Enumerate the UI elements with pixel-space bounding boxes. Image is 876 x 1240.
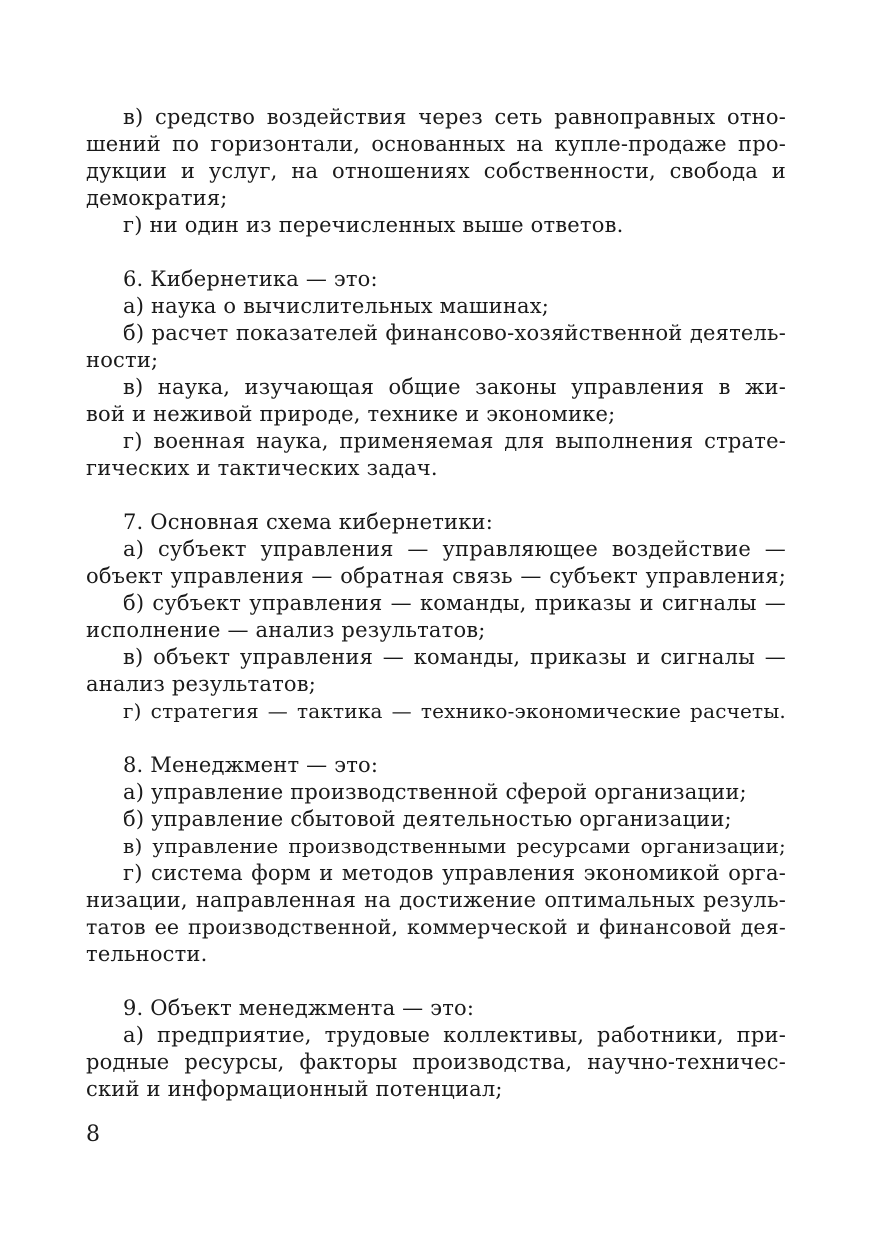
- page-number: 8: [86, 1122, 100, 1147]
- option-b-line-1: б) управление сбытовой деятельностью организации;: [123, 807, 732, 831]
- option-g-line-1: г) военная наука, применяемая для выполнения страте-: [123, 429, 786, 453]
- page-body: [86, 104, 786, 1103]
- question-title: 7. Основная схема кибернетики:: [123, 510, 494, 534]
- option-g-line-1: г) система форм и методов управления экономикой орга-: [123, 861, 786, 885]
- question-5-continuation: [86, 104, 786, 239]
- option-g-line-4: тельности.: [86, 942, 208, 966]
- block-gap: [86, 725, 786, 752]
- option-v-line-4: демократия;: [86, 186, 228, 210]
- option-b-line-2: исполнение — анализ результатов;: [86, 618, 486, 642]
- question-6: [86, 266, 786, 482]
- option-b-line-1: б) расчет показателей финансово-хозяйственной деятель-: [123, 321, 786, 345]
- question-title: 9. Объект менеджмента — это:: [123, 996, 475, 1020]
- question-7: [86, 509, 786, 725]
- question-title: 6. Кибернетика — это:: [123, 267, 378, 291]
- option-v-line-3: дукции и услуг, на отношениях собственности, свобода и: [86, 159, 786, 183]
- option-g-line-1: г) стратегия — тактика — технико-экономические расчеты.: [123, 699, 786, 723]
- option-g-line-1: г) ни один из перечисленных выше ответов.: [123, 213, 624, 237]
- option-g-line-2: низации, направленная на достижение оптимальных резуль-: [86, 888, 786, 912]
- option-g-line-3: татов ее производственной, коммерческой и финансовой дея-: [86, 915, 786, 939]
- question-title: 8. Менеджмент — это:: [123, 753, 379, 777]
- option-a-line-1: а) субъект управления — управляющее воздействие —: [123, 537, 786, 561]
- option-v-line-2: шений по горизонтали, основанных на купле-продаже про-: [86, 132, 786, 156]
- option-g-line-2: гических и тактических задач.: [86, 456, 438, 480]
- option-a-line-1: а) предприятие, трудовые коллективы, работники, при-: [123, 1023, 786, 1047]
- block-gap: [86, 482, 786, 509]
- block-gap: [86, 239, 786, 266]
- option-a-line-2: родные ресурсы, факторы производства, научно-техничес-: [86, 1050, 786, 1074]
- question-8: [86, 752, 786, 968]
- option-v-line-1: в) наука, изучающая общие законы управления в жи-: [123, 375, 786, 399]
- option-b-line-1: б) субъект управления — команды, приказы и сигналы —: [123, 591, 786, 615]
- block-gap: [86, 968, 786, 995]
- option-v-line-2: вой и неживой природе, технике и экономике;: [86, 402, 616, 426]
- option-a-line-2: объект управления — обратная связь — субъект управления;: [86, 564, 786, 588]
- option-a-line-1: а) управление производственной сферой организации;: [123, 780, 747, 804]
- option-v-line-1: в) средство воздействия через сеть равноправных отно-: [123, 105, 786, 129]
- option-v-line-1: в) объект управления — команды, приказы и сигналы —: [123, 645, 786, 669]
- option-b-line-2: ности;: [86, 348, 159, 372]
- question-9: [86, 995, 786, 1103]
- option-v-line-1: в) управление производственными ресурсами организации;: [123, 834, 786, 858]
- option-a-line-1: а) наука о вычислительных машинах;: [123, 294, 550, 318]
- option-a-line-3: ский и информационный потенциал;: [86, 1077, 503, 1101]
- option-v-line-2: анализ результатов;: [86, 672, 317, 696]
